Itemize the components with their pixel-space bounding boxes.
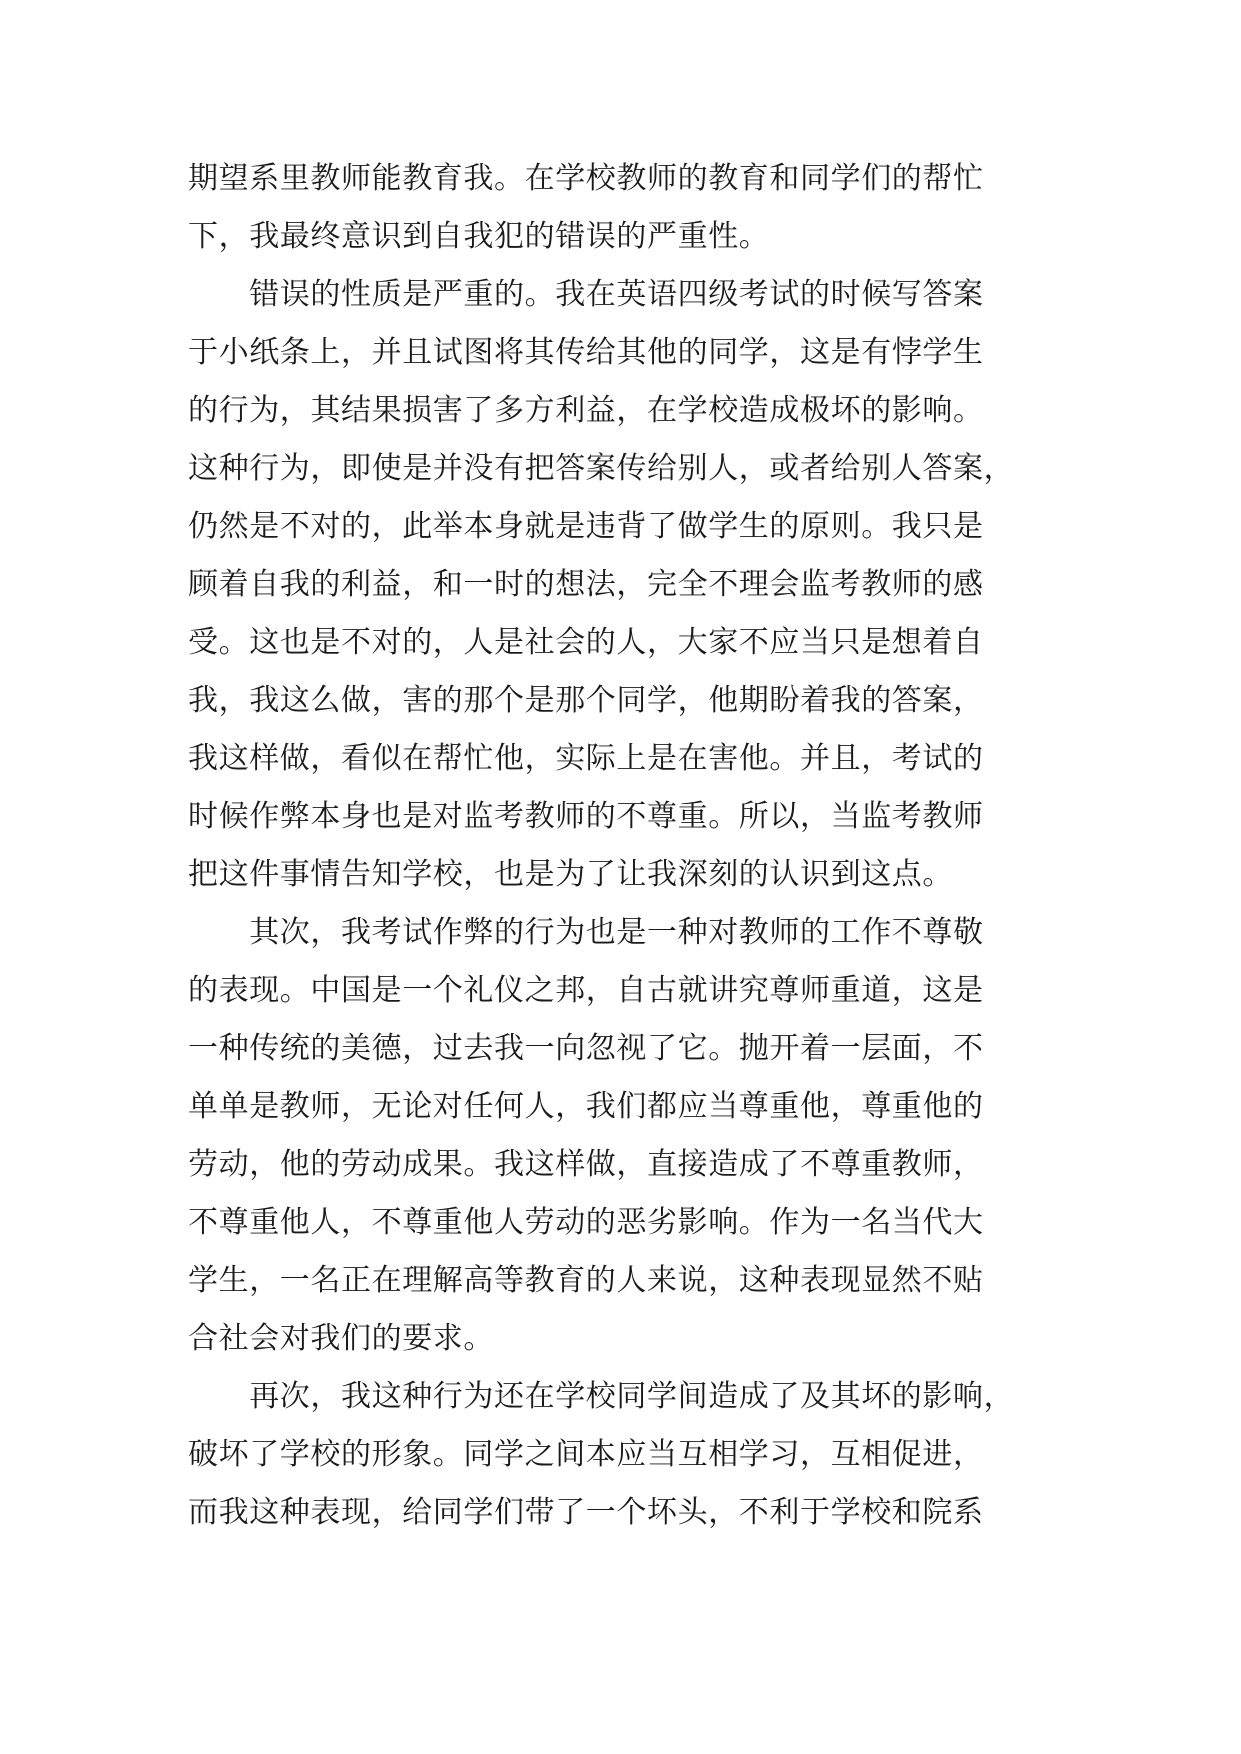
text-line: 期望系里教师能教育我。在学校教师的教育和同学们的帮忙: [188, 161, 984, 196]
text-line: 而我这种表现，给同学们带了一个坏头，不利于学校和院系: [188, 1495, 984, 1530]
paragraph-start-line: 错误的性质是严重的。我在英语四级考试的时候写答案: [188, 277, 984, 312]
text-line: 劳动，他的劳动成果。我这样做，直接造成了不尊重教师，: [188, 1147, 984, 1182]
text-line: 顾着自我的利益，和一时的想法，完全不理会监考教师的感: [188, 567, 984, 602]
text-line: 这种行为，即使是并没有把答案传给别人，或者给别人答案，: [188, 451, 1015, 486]
text-line: 下，我最终意识到自我犯的错误的严重性。: [188, 219, 770, 254]
paragraph-start-line: 其次，我考试作弊的行为也是一种对教师的工作不尊敬: [188, 915, 984, 950]
text-line: 的行为，其结果损害了多方利益，在学校造成极坏的影响。: [188, 393, 984, 428]
text-line: 我这样做，看似在帮忙他，实际上是在害他。并且，考试的: [188, 741, 984, 776]
document-body: [188, 150, 1056, 1542]
text-line: 我，我这么做，害的那个是那个同学，他期盼着我的答案，: [188, 683, 984, 718]
text-line: 受。这也是不对的，人是社会的人，大家不应当只是想着自: [188, 625, 984, 660]
text-line: 合社会对我们的要求。: [188, 1321, 494, 1356]
text-line: 学生，一名正在理解高等教育的人来说，这种表现显然不贴: [188, 1263, 984, 1298]
text-line: 破坏了学校的形象。同学之间本应当互相学习，互相促进，: [188, 1437, 984, 1472]
text-line: 一种传统的美德，过去我一向忽视了它。抛开着一层面，不: [188, 1031, 984, 1066]
text-line: 单单是教师，无论对任何人，我们都应当尊重他，尊重他的: [188, 1089, 984, 1124]
text-line: 仍然是不对的，此举本身就是违背了做学生的原则。我只是: [188, 509, 984, 544]
text-line: 把这件事情告知学校，也是为了让我深刻的认识到这点。: [188, 857, 953, 892]
paragraph-start-line: 再次，我这种行为还在学校同学间造成了及其坏的影响，: [188, 1379, 1015, 1414]
text-line: 不尊重他人，不尊重他人劳动的恶劣影响。作为一名当代大: [188, 1205, 984, 1240]
text-line: 于小纸条上，并且试图将其传给其他的同学，这是有悖学生: [188, 335, 984, 370]
text-line: 的表现。中国是一个礼仪之邦，自古就讲究尊师重道，这是: [188, 973, 984, 1008]
text-line: 时候作弊本身也是对监考教师的不尊重。所以，当监考教师: [188, 799, 984, 834]
